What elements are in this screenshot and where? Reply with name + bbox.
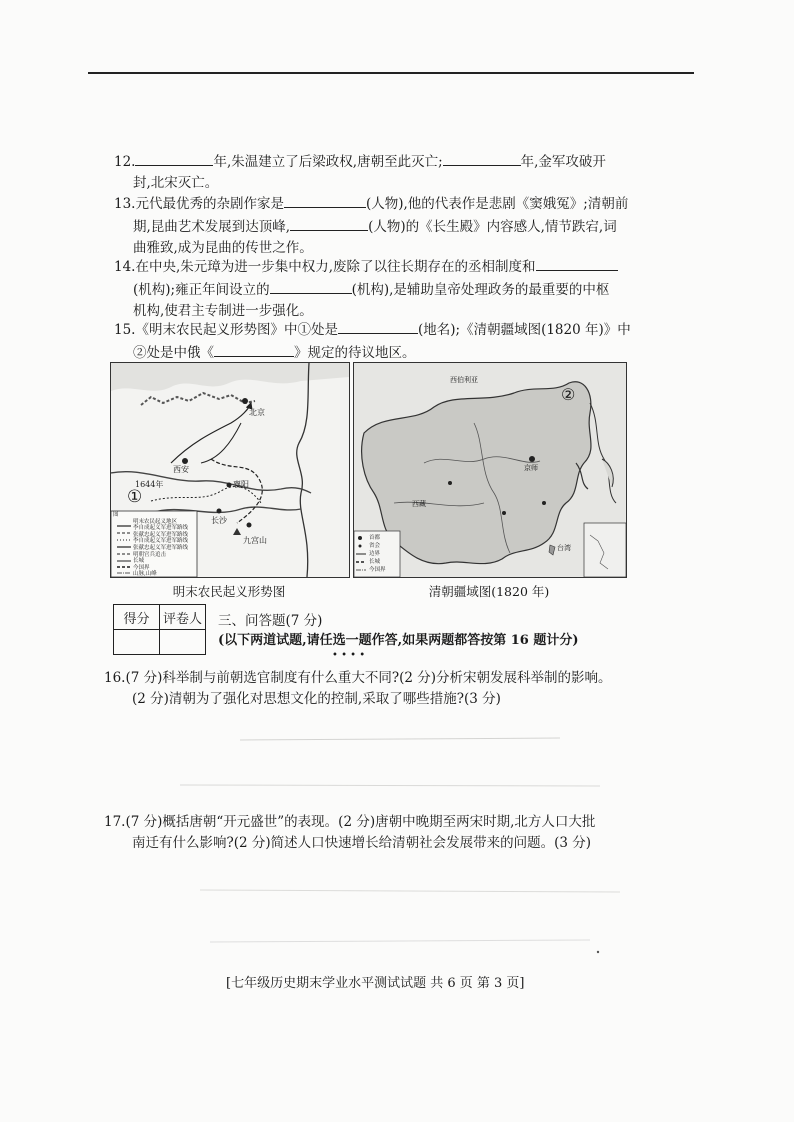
map-label-beijing: 北京 <box>249 408 265 417</box>
left-legend-item: 李自成起义军进军路线 <box>133 525 189 532</box>
right-legend-item: 边界 <box>369 551 381 557</box>
emphasis-dots: • • • • <box>332 650 366 661</box>
right-legend-item: 今国界 <box>369 567 386 573</box>
map-label-xiangyang: 襄阳 <box>233 480 249 489</box>
q14-blank-2[interactable] <box>270 278 352 294</box>
score-table <box>113 604 206 655</box>
q12-blank-1[interactable] <box>135 150 213 166</box>
qing-territory-map <box>353 362 627 578</box>
q13-text: 13.元代最优秀的杂剧作家是 <box>114 196 284 212</box>
grader-header: 评卷人 <box>160 605 206 630</box>
ming-uprising-map <box>110 362 350 578</box>
right-map-caption: 清朝疆域图(1820 年) <box>428 584 550 599</box>
scan-specks <box>0 700 794 960</box>
q13-text-2: (人物),他的代表作是悲剧《窦娥冤》;清朝前 <box>365 196 629 212</box>
right-legend-item: 首都 <box>369 535 381 541</box>
map-label-tibet: 西藏 <box>412 500 426 508</box>
score-cell[interactable] <box>114 630 160 655</box>
map-label-siberia: 西伯利亚 <box>450 376 478 384</box>
q17-line-1: 17.(7 分)概括唐朝“开元盛世”的表现。(2 分)唐朝中晚期至两宋时期,北方人口大批 <box>104 814 596 830</box>
right-legend-item: 长城 <box>369 559 381 565</box>
top-rule <box>88 72 694 74</box>
score-header: 得分 <box>114 605 160 630</box>
section-3-header <box>218 611 579 651</box>
q12-number: 12. <box>114 154 136 170</box>
left-legend-item: 明末农民起义地区 <box>133 518 178 525</box>
q12-blank-2[interactable] <box>443 150 521 166</box>
q16-line-2: (2 分)清朝为了强化对思想文化的控制,采取了哪些措施?(3 分) <box>132 691 501 707</box>
map-label-changsha: 长沙 <box>211 516 227 525</box>
page-footer: [七年级历史期末学业水平测试试题 共 6 页 第 3 页] <box>226 976 525 991</box>
q14-line-3: 机构,使君主专制进一步强化。 <box>133 303 313 319</box>
question-15 <box>114 318 698 364</box>
map-label-1644: 1644年 <box>135 480 164 489</box>
right-map-legend <box>369 534 401 574</box>
left-legend-item: 李自成起义军进军路线 <box>133 538 189 545</box>
left-map-caption: 明末农民起义形势图 <box>172 584 286 599</box>
q14-blank-1[interactable] <box>536 255 618 271</box>
left-legend-item: 明朝官兵追击 <box>133 551 167 558</box>
q14-text: 14.在中央,朱元璋为进一步集中权力,废除了以往长期存在的丞相制度和 <box>114 259 536 275</box>
left-map-legend <box>113 512 197 578</box>
q13-blank-1[interactable] <box>284 192 366 208</box>
map-marker-2: ② <box>561 385 576 404</box>
section-3-note: (以下两道试题,请任选一题作答,如果两题都答按第 16 题计分) <box>218 633 579 648</box>
left-legend-item: 今国界 <box>133 564 150 571</box>
q17-line-2: 南迁有什么影响?(2 分)简述人口快速增长给清朝社会发展带来的问题。(3 分) <box>132 835 592 851</box>
left-legend-item: 张献忠起义军进军路线 <box>133 544 189 551</box>
question-13 <box>114 192 698 259</box>
question-14 <box>114 255 698 322</box>
question-12 <box>114 150 698 194</box>
q15-blank-2[interactable] <box>214 341 294 357</box>
grader-cell[interactable] <box>160 630 206 655</box>
q13-text-3: 期,昆曲艺术发展到达顶峰, <box>133 219 291 235</box>
q12-text: 年,朱温建立了后梁政权,唐朝至此灭亡; <box>213 154 443 170</box>
q15-text-3: ②处是中俄《 <box>133 345 214 361</box>
q15-text-2: (地名);《清朝疆域图(1820 年)》中 <box>417 322 631 338</box>
map-marker-1: ① <box>127 487 143 507</box>
map-label-xian: 西安 <box>173 465 189 474</box>
left-legend-item: 长城 <box>133 558 145 565</box>
q12-line-2: 封,北宋灭亡。 <box>133 175 219 191</box>
q13-blank-2[interactable] <box>290 215 368 231</box>
q13-text-4: (人物)的《长生殿》内容感人,情节跌宕,词 <box>368 219 617 235</box>
left-legend-item: 山脉,山峰 <box>133 571 157 578</box>
q15-text-4: 》规定的待议地区。 <box>294 345 416 361</box>
q14-text-3: (机构),是辅助皇帝处理政务的最重要的中枢 <box>351 282 610 298</box>
left-legend-item: 张献忠起义军进军路线 <box>133 531 189 538</box>
left-legend-title: 图 <box>113 512 119 518</box>
map-label-jiugongshan: 九宫山 <box>243 536 267 545</box>
map-label-capital: 京师 <box>524 464 538 472</box>
q15-text: 15.《明末农民起义形势图》中①处是 <box>114 322 338 338</box>
q14-text-2: (机构);雍正年间设立的 <box>133 282 270 298</box>
q12-text-2: 年,金军攻破开 <box>520 154 606 170</box>
q13-line-3: 曲雅致,成为昆曲的传世之作。 <box>133 240 313 256</box>
right-legend-item: 省会 <box>369 543 381 549</box>
q15-blank-1[interactable] <box>338 318 418 334</box>
section-3-title: 三、问答题(7 分) <box>218 613 323 629</box>
q16-line-1: 16.(7 分)科举制与前朝选官制度有什么重大不同?(2 分)分析宋朝发展科举制的影响。 <box>104 670 612 686</box>
map-label-taiwan: 台湾 <box>557 544 571 552</box>
